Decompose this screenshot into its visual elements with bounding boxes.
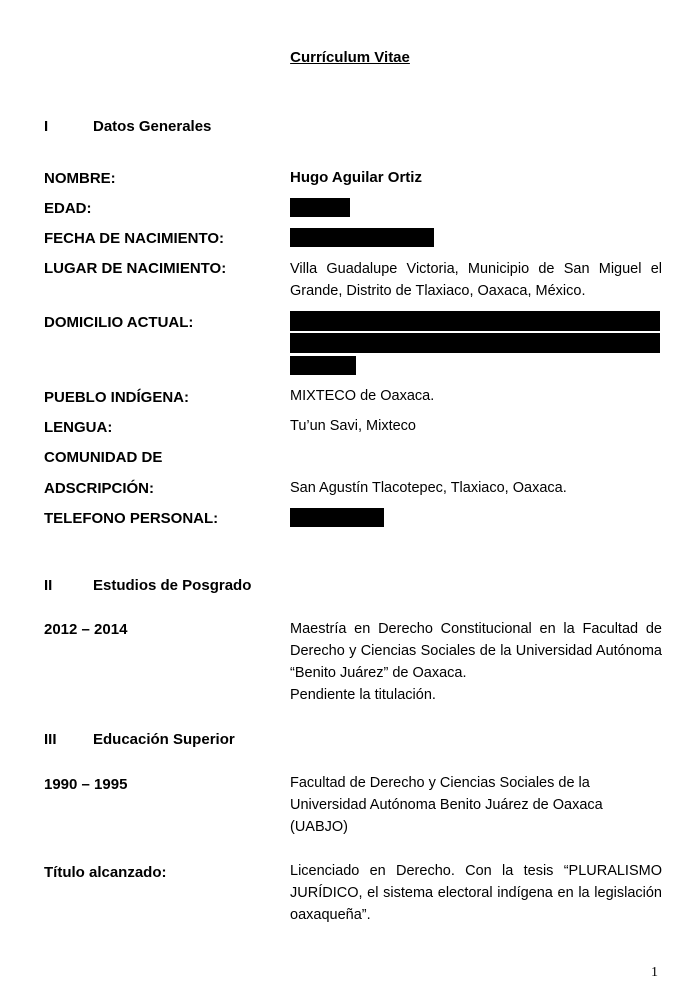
lugar-nacimiento-value: Villa Guadalupe Victoria, Municipio de San Miguel el Grande, Distrito de Tlaxiaco, Oaxaca, México. bbox=[290, 261, 662, 299]
pueblo-value: MIXTECO de Oaxaca. bbox=[290, 388, 435, 404]
domicilio-redaction-3 bbox=[290, 356, 356, 375]
telefono-redaction bbox=[290, 508, 384, 527]
domicilio-redaction-1 bbox=[290, 311, 660, 331]
lengua-label: LENGUA: bbox=[44, 419, 113, 436]
domicilio-redaction-2 bbox=[290, 333, 660, 353]
page-number: 1 bbox=[651, 965, 658, 980]
section-3-number: III bbox=[44, 731, 57, 748]
telefono-label: TELEFONO PERSONAL: bbox=[44, 510, 219, 527]
comunidad-value: San Agustín Tlacotepec, Tlaxiaco, Oaxaca. bbox=[290, 480, 567, 496]
titulo-value: Licenciado en Derecho. Con la tesis “PLURALISMO JURÍDICO, el sistema electoral indígena en la legislación oaxaqueña”. bbox=[290, 863, 662, 923]
section-2-number: II bbox=[44, 577, 53, 594]
lengua-value: Tu’un Savi, Mixteco bbox=[290, 418, 416, 434]
document-title: Currículum Vitae bbox=[290, 49, 410, 66]
pueblo-label: PUEBLO INDÍGENA: bbox=[44, 389, 190, 406]
edad-redaction bbox=[290, 198, 350, 217]
posgrado-period: 2012 – 2014 bbox=[44, 621, 128, 638]
nombre-value: Hugo Aguilar Ortiz bbox=[290, 169, 422, 186]
section-1-title: Datos Generales bbox=[93, 118, 212, 135]
lugar-nacimiento-label: LUGAR DE NACIMIENTO: bbox=[44, 260, 227, 277]
comunidad-label-line2: ADSCRIPCIÓN: bbox=[44, 480, 155, 497]
domicilio-label: DOMICILIO ACTUAL: bbox=[44, 314, 194, 331]
section-2-title: Estudios de Posgrado bbox=[93, 577, 252, 594]
comunidad-label-line1: COMUNIDAD DE bbox=[44, 449, 163, 466]
superior-period: 1990 – 1995 bbox=[44, 776, 128, 793]
posgrado-description: Maestría en Derecho Constitucional en la Facultad de Derecho y Ciencias Sociales de la Universidad Autónoma “Benito Juárez” de Oaxaca. bbox=[290, 621, 662, 681]
titulo-label: Título alcanzado: bbox=[44, 864, 167, 881]
nombre-label: NOMBRE: bbox=[44, 170, 116, 187]
edad-label: EDAD: bbox=[44, 200, 92, 217]
fecha-nacimiento-label: FECHA DE NACIMIENTO: bbox=[44, 230, 224, 247]
fecha-nacimiento-redaction bbox=[290, 228, 434, 247]
superior-institution: Facultad de Derecho y Ciencias Sociales de la Universidad Autónoma Benito Juárez de Oaxaca (UABJO) bbox=[290, 775, 603, 835]
posgrado-status: Pendiente la titulación. bbox=[290, 687, 436, 703]
section-1-number: I bbox=[44, 118, 49, 135]
section-3-title: Educación Superior bbox=[93, 731, 235, 748]
